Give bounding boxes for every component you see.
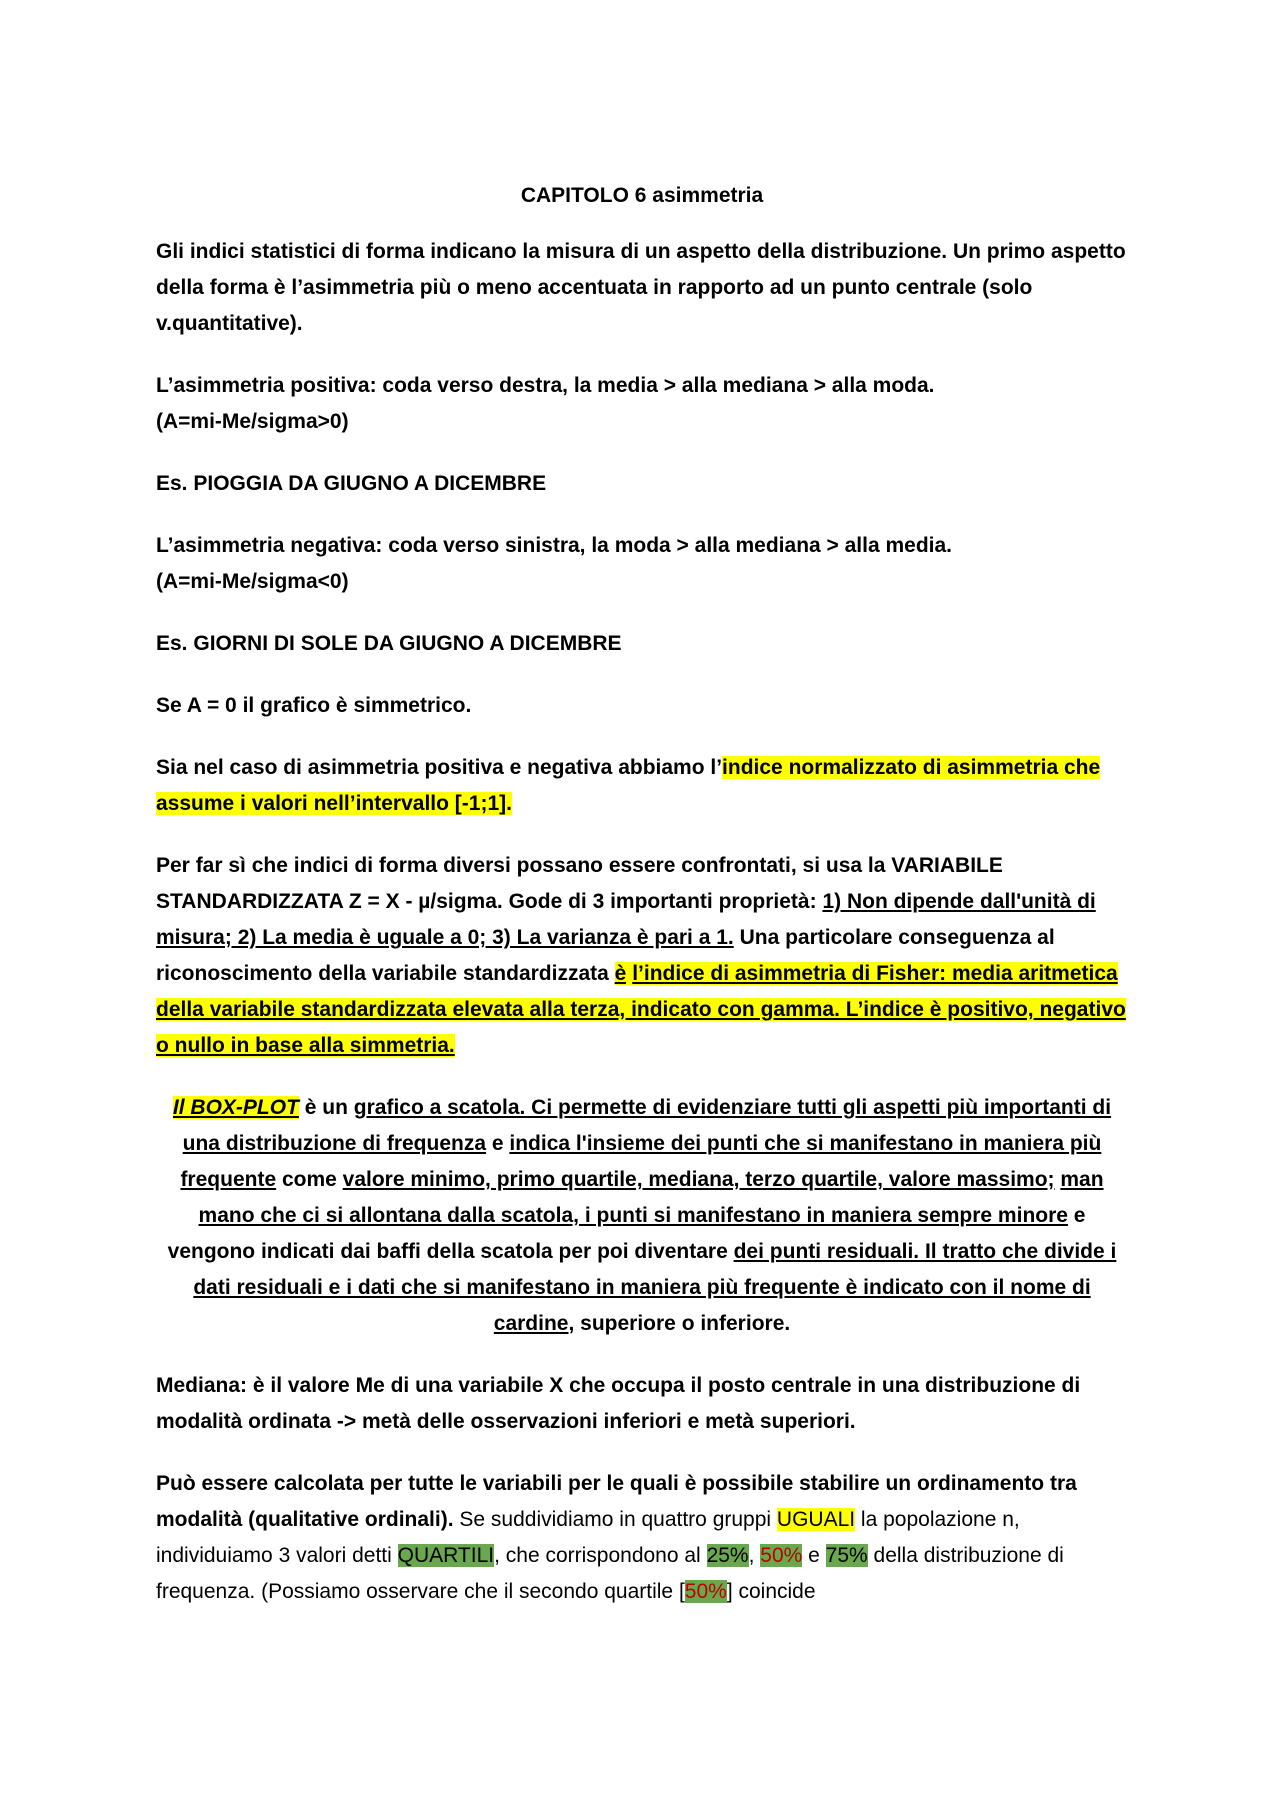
box-plot-text-6: valore minimo, primo quartile, mediana, terzo quartile, valore massimo; [342,1168,1055,1191]
negative-skew-formula: (A=mi-Me/sigma<0) [156,570,349,593]
box-plot-text-2: grafico a scatola. Ci permette di evidenziare tutti gli aspetti più importanti di una distribuzione di frequenza [182,1096,1112,1155]
quartiles-text-4: della distribuzione di frequenza. (Possiamo osservare che il secondo quartile [ [156,1544,1064,1603]
quartiles-text-1: Se suddividiamo in quattro gruppi [453,1508,777,1531]
paragraph-median: Mediana: è il valore Me di una variabile X che occupa il posto centrale in una distribuzione di modalità ordinata -> metà delle osservazioni inferiori e metà superiori. [156,1374,1081,1433]
positive-skew-formula: (A=mi-Me/sigma>0) [156,410,349,433]
page-title: CAPITOLO 6 asimmetria [520,184,764,207]
quartiles-text-2: la popolazione n, individuiamo 3 valori detti [156,1508,1020,1567]
quartiles-term-highlight: QUARTILI [397,1544,495,1567]
box-plot-text-4: indica l'insieme dei punti che si manifestano in maniera più frequente [180,1132,1102,1191]
paragraph-box-plot [156,1090,1128,1342]
box-plot-text-11: , superiore o inferiore. [568,1312,791,1335]
standardized-variable-properties: 1) Non dipende dall'unità di misura; 2) La media è uguale a 0; 3) La varianza è pari a 1. [156,890,1096,949]
quartiles-text-5: ] coincide [726,1580,816,1603]
box-plot-text-10: dei punti residuali. Il tratto che divide i dati residuali e i dati che si manifestano in maniera più frequente è indicato con il nome di cardine [193,1240,1117,1335]
standardized-variable-text: Per far sì che indici di forma diversi possano essere confrontati, si usa la VARIABILE STANDARDIZZATA Z = X - µ/sigma. Gode di 3 importanti proprietà: [156,854,1003,913]
paragraph-normalized-index [156,750,1128,822]
document-body [156,178,1128,1636]
quartile-50-highlight: 50% [760,1544,803,1567]
positive-skew-text: L’asimmetria positiva: coda verso destra, la media > alla mediana > alla moda. [156,374,935,397]
box-plot-text-1: è un [298,1096,354,1119]
fisher-index-highlight: l’indice di asimmetria di Fisher: media aritmetica della variabile standardizzata elevata alla terza, indicato con gamma. L’indice è positivo, negativo o nullo in base alla simmetria. [156,962,1126,1057]
paragraph-negative-skew [156,528,1128,600]
second-quartile-highlight: 50% [684,1580,727,1603]
paragraph-standardized-variable [156,848,1128,1064]
box-plot-text-5: come [276,1168,343,1191]
quartiles-equal-highlight: UGUALI [776,1508,856,1531]
paragraph-example-sun: Es. GIORNI DI SOLE DA GIUGNO A DICEMBRE [156,632,622,655]
paragraph-intro: Gli indici statistici di forma indicano la misura di un aspetto della distribuzione. Un primo aspetto della forma è l’asimmetria più o meno accentuata in rapporto ad un punto centrale (solo v.quantitative). [156,240,1126,335]
quartiles-text-3: , che corrispondono al [494,1544,707,1567]
paragraph-example-rain: Es. PIOGGIA DA GIUGNO A DICEMBRE [156,472,547,495]
paragraph-quartiles [156,1466,1128,1610]
box-plot-text-8: man mano che ci si allontana dalla scatola, i punti si manifestano in maniera sempre minore [198,1168,1104,1227]
quartiles-and: e [802,1544,826,1567]
normalized-index-highlight: indice normalizzato di asimmetria che assume i valori nell’intervallo [-1;1]. [156,756,1101,815]
box-plot-text-3: e [486,1132,510,1155]
paragraph-positive-skew [156,368,1128,440]
fisher-is: è [614,962,627,985]
quartiles-comma: , [748,1544,761,1567]
box-plot-term: Il BOX-PLOT [172,1096,299,1119]
normalized-index-lead: Sia nel caso di asimmetria positiva e negativa abbiamo l’ [156,756,723,779]
negative-skew-text: L’asimmetria negativa: coda verso sinistra, la moda > alla mediana > alla media. [156,534,953,557]
box-plot-text-9: e vengono indicati dai baffi della scatola per poi diventare [167,1204,1086,1263]
standardized-variable-consequence: Una particolare conseguenza al riconoscimento della variabile standardizzata [156,926,1055,985]
quartiles-bold-lead: Può essere calcolata per tutte le variabili per le quali è possibile stabilire un ordinamento tra modalità (qualitative ordinali). [156,1472,1077,1531]
paragraph-symmetric: Se A = 0 il grafico è simmetrico. [156,694,472,717]
quartile-75-highlight: 75% [825,1544,868,1567]
quartile-25-highlight: 25% [706,1544,749,1567]
